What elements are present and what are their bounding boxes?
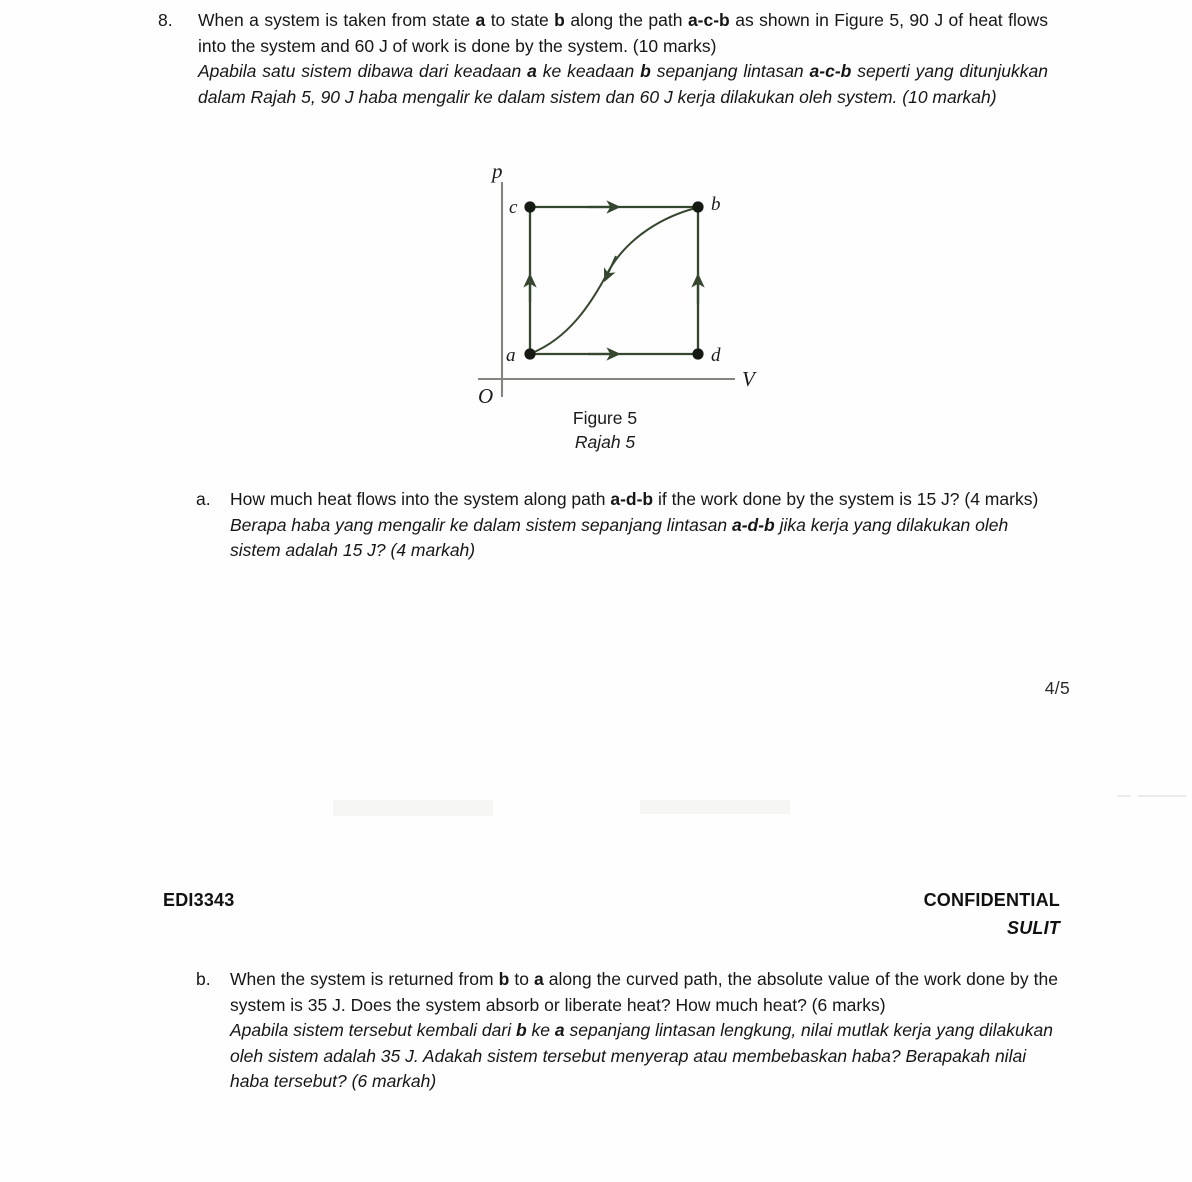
point-a-dot (524, 348, 535, 359)
question-number: 8. (158, 10, 173, 30)
figure-5-pv-diagram (440, 152, 770, 407)
figure-caption (440, 406, 770, 454)
question-text-malay: Apabila satu sistem dibawa dari keadaan a ke keadaan b sepanjang lintasan a-c-b seperti yang ditunjukkan dalam Rajah 5, 90 J haba mengalir ke dalam sistem dan 60 J kerja dilakukan oleh system. (10 markah) (198, 61, 1049, 107)
page-number: 4/5 (1044, 678, 1070, 698)
question-8-block (158, 8, 1048, 110)
figure-caption-english: Figure 5 (572, 408, 638, 428)
path-b-a-curve (532, 208, 696, 353)
sub-question-b-block (196, 967, 1058, 1095)
sub-question-a-malay: Berapa haba yang mengalir ke dalam sistem sepanjang lintasan a-d-b jika kerja yang dilakukan oleh sistem adalah 15 J? (4 markah) (230, 514, 1009, 560)
sub-question-a-english: How much heat flows into the system along path a-d-b if the work done by the system is 15 J? (4 marks) (230, 489, 1039, 509)
sub-question-b-letter: b. (196, 969, 211, 989)
confidential-label-english: CONFIDENTIAL (923, 890, 1060, 910)
point-c-dot (524, 201, 535, 212)
figure-state-points (524, 201, 703, 359)
axis-label-volume: V (742, 367, 755, 391)
axis-label-origin: O (478, 384, 494, 407)
axis-label-pressure: p (492, 159, 503, 183)
state-label-c: c (509, 197, 518, 218)
scan-artifact-line (1138, 795, 1186, 797)
point-d-dot (692, 348, 703, 359)
figure-caption-malay: Rajah 5 (574, 432, 636, 452)
course-code: EDI3343 (163, 890, 235, 910)
confidential-label-malay: SULIT (1007, 918, 1060, 938)
question-text-english: When a system is taken from state a to state b along the path a-c-b as shown in Figure 5, 90 J of heat flows into the system and 60 J of work is done by the system. (10 marks) (198, 10, 1049, 56)
scan-artifact-mark (1117, 795, 1131, 797)
sub-question-b-malay: Apabila sistem tersebut kembali dari b ke a sepanjang lintasan lengkung, nilai mutlak kerja yang dilakukan oleh sistem adalah 35 J. Adakah sistem tersebut menyerap atau membebaskan haba? Berapakah nilai haba tersebut? (6 markah) (230, 1020, 1053, 1091)
point-b-dot (692, 201, 703, 212)
sub-question-a-letter: a. (196, 489, 211, 509)
sub-question-b-english: When the system is returned from b to a along the curved path, the absolute value of the work done by the system is 35 J. Does the system absorb or liberate heat? How much heat? (6 marks) (230, 969, 1058, 1015)
state-label-d: d (711, 345, 721, 366)
state-label-a: a (506, 345, 516, 366)
page-footer-band (0, 890, 1192, 950)
path-b-a-curve-arrow (606, 256, 616, 278)
scan-smudge (333, 800, 493, 816)
state-label-b: b (711, 194, 721, 215)
scan-smudge (640, 800, 790, 814)
sub-question-a-block (196, 487, 1058, 564)
figure-process-paths (530, 207, 698, 354)
